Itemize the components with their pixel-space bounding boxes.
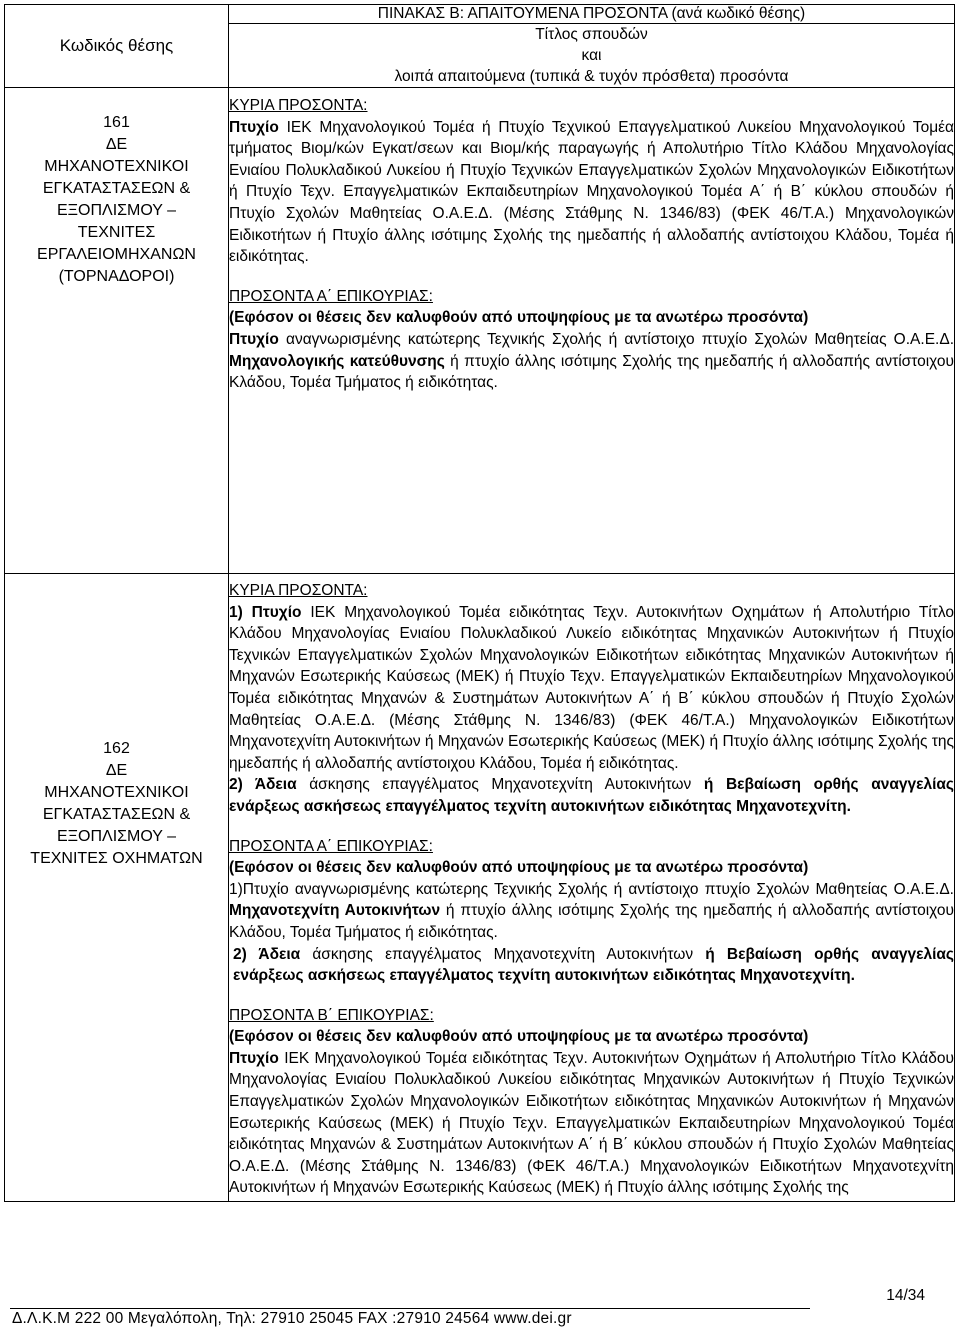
main-qualifications-text-2 — [229, 774, 954, 817]
position-code-161 — [5, 88, 229, 574]
code-line: ΕΓΚΑΤΑΣΤΑΣΕΩΝ & — [42, 180, 191, 197]
requirements-161 — [229, 88, 955, 574]
code-line: ΔΕ — [105, 761, 128, 779]
page-number: 14/34 — [886, 1287, 925, 1304]
table-title — [229, 5, 955, 24]
code-line: ΕΞΟΠΛΙΣΜΟΥ – — [56, 827, 177, 845]
main-qualifications-heading: ΚΥΡΙΑ ΠΡΟΣΟΝΤΑ: — [229, 97, 368, 114]
main-qualifications-text — [229, 117, 954, 268]
requirements-table — [4, 4, 955, 1202]
aux-b-condition: (Εφόσον οι θέσεις δεν καλυφθούν από υποψηφίους με τα ανωτέρω προσόντα) — [229, 1028, 809, 1046]
aux-a-condition: (Εφόσον οι θέσεις δεν καλυφθούν από υποψηφίους με τα ανωτέρω προσόντα) — [229, 309, 809, 327]
bold-term: 2) Άδεια — [229, 776, 297, 794]
aux-a-text-1 — [229, 879, 954, 944]
bold-term: ή Βεβαίωση ορθής αναγγελίας ενάρξεως ασκήσεως επαγγέλματος τεχνίτη αυτοκινήτων ειδικότητας Μηχανοτεχνίτη. — [233, 945, 954, 985]
body-text: ΙΕΚ Μηχανολογικού Τομέα ειδικότητας Τεχν. Αυτοκινήτων Οχημάτων ή Απολυτήριο Τίτλο Κλάδου Μηχανολογίας Ενιαίου Πολυκλαδικού Λυκείο ειδικότητας Μηχανικών Αυτοκινήτων ή Πτυχίο Τεχνικών Επαγγελματικών Σχολών Μηχανολογικών Ειδικοτήτων ειδικότητας Μηχανικών Αυτοκινήτων ή Μηχανών Εσωτερικής Καύσεως (ΜΕΚ) ή Πτυχίο Τεχν. Επαγγελματικών Εκπαιδευτηρίων Μηχανολογικού Τομέα ειδικότητας Μηχανών & Συστημάτων Αυτοκινήτων Α΄ ή Β΄ κύκλου σπουδών ή Πτυχίο Σχολών Μαθητείας Ο.Α.Ε.Δ. (Μέσης Στάθμης Ν. 1346/83) (ΦΕΚ 46/Τ.Α.) Μηχανολογικών Ειδικοτήτων Μηχανοτεχνίτη Αυτοκινήτων ή Μηχανών Εσωτερικής Καύσεως (ΜΕΚ) ή Πτυχίο άλλης ισότιμης Σχολής της ημεδαπής ή αλλοδαπής αντίστοιχου Κλάδου, Τομέα ή ειδικότητας. — [229, 603, 954, 772]
code-line: ΤΕΧΝΙΤΕΣ ΟΧΗΜΑΤΩΝ — [30, 849, 203, 867]
col-header-line: Τίτλος σπουδών — [535, 26, 648, 43]
col-header-code — [5, 5, 229, 88]
code-line: ΤΕΧΝΙΤΕΣ — [77, 224, 156, 241]
code-line: ΜΗΧΑΝΟΤΕΧΝΙΚΟΙ — [44, 158, 189, 175]
table-title-text: ΠΙΝΑΚΑΣ Β: ΑΠΑΙΤΟΥΜΕΝΑ ΠΡΟΣΟΝΤΑ (ανά κωδικό θέσης) — [377, 5, 806, 22]
bold-term: Πτυχίο — [229, 1049, 279, 1067]
main-qualifications-heading: ΚΥΡΙΑ ΠΡΟΣΟΝΤΑ: — [229, 582, 368, 599]
aux-a-text-2 — [229, 944, 954, 987]
col-header-requirements — [229, 24, 955, 88]
col-header-code-text: Κωδικός θέσης — [59, 36, 174, 55]
aux-b-heading: ΠΡΟΣΟΝΤΑ Β΄ ΕΠΙΚΟΥΡΙΑΣ: — [229, 1006, 434, 1024]
body-text: 1)Πτυχίο αναγνωρισμένης κατώτερης Τεχνικής Σχολής ή αντίστοιχο πτυχίο Σχολών Μαθητείας Ο.Α.Ε.Δ. — [229, 880, 954, 898]
code-line: (ΤΟΡΝΑΔΟΡΟΙ) — [58, 268, 175, 285]
position-code-162 — [5, 574, 229, 1202]
bold-term: ή Βεβαίωση ορθής αναγγελίας ενάρξεως ασκήσεως επαγγέλματος τεχνίτη αυτοκινήτων ειδικότητας Μηχανοτεχνίτη. — [229, 776, 954, 815]
bold-term: Πτυχίο — [229, 118, 279, 136]
footer-divider — [10, 1308, 810, 1309]
body-text: ΙΕΚ Μηχανολογικού Τομέα ειδικότητας Τεχν. Αυτοκινήτων Οχημάτων ή Απολυτήριο Τίτλο Κλάδου Μηχανολογίας Ενιαίου Πολυκλαδικού Λυκείου ειδικότητας Μηχανικών Αυτοκινήτων ή Πτυχίο Τεχνικών Επαγγελματικών Σχολών Μηχανολογικών Ειδικοτήτων ειδικότητας Μηχανικών Αυτοκινήτων ή Μηχανών Εσωτερικής Καύσεως (ΜΕΚ) ή Πτυχίο Τεχν. Επαγγελματικών Εκπαιδευτηρίων Μηχανολογικού Τομέα ειδικότητας Μηχανών & Συστημάτων Αυτοκινήτων Α΄ ή Β΄ κύκλου σπουδών ή Πτυχίο Σχολών Μαθητείας Ο.Α.Ε.Δ. (Μέσης Στάθμης Ν. 1346/83) (ΦΕΚ 46/Τ.Α.) Μηχανολογικών Ειδικοτήτων Μηχανοτεχνίτη Αυτοκινήτων ή Μηχανών Εσωτερικής Καύσεως (ΜΕΚ) ή Πτυχίο άλλης ισότιμης Σχολής της — [229, 1049, 954, 1197]
requirements-162 — [229, 574, 955, 1202]
page-footer — [10, 1287, 955, 1330]
code-line: 161 — [103, 114, 130, 131]
body-text: ή πτυχίο άλλης ισότιμης Σχολής της ημεδαπής ή αλλοδαπής αντίστοιχου Κλάδου, Τομέα Τμήματος ή ειδικότητας. — [229, 902, 955, 941]
body-text: αναγνωρισμένης κατώτερης Τεχνικής Σχολής ή αντίστοιχο πτυχίο Σχολών Μαθητείας Ο.Α.Ε.Δ. — [278, 330, 954, 348]
aux-a-text — [229, 329, 954, 394]
body-text: άσκησης επαγγέλματος Μηχανοτεχνίτη Αυτοκινήτων — [300, 945, 706, 963]
table-row — [5, 88, 955, 574]
main-qualifications-text-1 — [229, 602, 954, 775]
body-text: άσκησης επαγγέλματος Μηχανοτεχνίτη Αυτοκινήτων — [296, 776, 704, 794]
code-line: ΕΓΚΑΤΑΣΤΑΣΕΩΝ & — [42, 805, 191, 823]
table-row — [5, 574, 955, 1202]
col-header-line: και — [581, 47, 602, 64]
aux-a-heading: ΠΡΟΣΟΝΤΑ Α΄ ΕΠΙΚΟΥΡΙΑΣ: — [229, 837, 433, 855]
aux-a-condition: (Εφόσον οι θέσεις δεν καλυφθούν από υποψηφίους με τα ανωτέρω προσόντα) — [229, 859, 809, 877]
code-line: ΜΗΧΑΝΟΤΕΧΝΙΚΟΙ — [44, 783, 189, 801]
body-text: ΙΕΚ Μηχανολογικού Τομέα ή Πτυχίο Τεχνικού Επαγγελματικού Λυκείου Μηχανολογικού Τομέα τμήματος Βιομ/κών Εγκατ/σεων και Βιομ/κής παραγωγής ή Απολυτήριο Τίτλο Κλάδου Μηχανολογίας Ενιαίου Πολυκλαδικού Λυκείου ή Πτυχίο Τεχνικών Επαγγελματικών Σχολών Μηχανολογικών Ειδικοτήτων ή Πτυχίο Τεχν. Επαγγελματικών Εκπαιδευτηρίων Μηχανολογικού Τομέα Α΄ ή Β΄ κύκλου σπουδών ή Πτυχίο Σχολών Μαθητείας Ο.Α.Ε.Δ. (Μέσης Στάθμης Ν. 1346/83) (ΦΕΚ 46/Τ.Α.) Μηχανολογικών Ειδικοτήτων ή Πτυχίο άλλης ισότιμης Σχολής της ημεδαπής ή αλλοδαπής αντίστοιχου Κλάδου, Τομέα ή ειδικότητας. — [229, 118, 954, 266]
col-header-line: λοιπά απαιτούμενα (τυπικά & τυχόν πρόσθετα) προσόντα — [394, 68, 789, 85]
code-line: ΕΡΓΑΛΕΙΟΜΗΧΑΝΩΝ — [37, 246, 196, 263]
code-line: 162 — [103, 739, 130, 757]
aux-b-text — [229, 1048, 954, 1201]
footer-contact: Δ.Λ.Κ.Μ 222 00 Μεγαλόπολη, Τηλ: 27910 25045 FAX :27910 24564 www.dei.gr — [12, 1310, 572, 1327]
body-text: ή πτυχίο άλλης ισότιμης Σχολής της ημεδαπής ή αλλοδαπής αντίστοιχου Κλάδου, Τομέα Τμήματος ή ειδικότητας. — [229, 352, 954, 392]
code-line: ΔΕ — [105, 136, 128, 153]
bold-term: Πτυχίο — [229, 330, 279, 348]
code-line: ΕΞΟΠΛΙΣΜΟΥ – — [56, 202, 177, 219]
bold-term: Μηχανολογικής κατεύθυνσης — [229, 352, 445, 370]
aux-a-heading: ΠΡΟΣΟΝΤΑ Α΄ ΕΠΙΚΟΥΡΙΑΣ: — [229, 287, 433, 305]
bold-term: 1) Πτυχίο — [229, 603, 302, 621]
bold-term: 2) Άδεια — [233, 945, 301, 963]
bold-term: Μηχανοτεχνίτη Αυτοκινήτων — [229, 902, 441, 920]
